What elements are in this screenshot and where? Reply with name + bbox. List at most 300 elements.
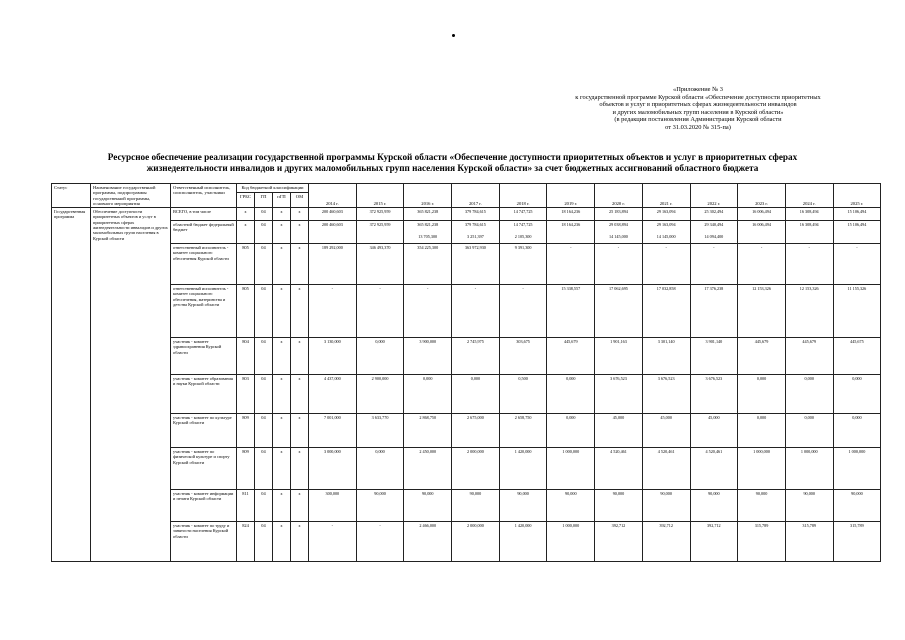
amount-cell	[833, 522, 881, 562]
amount-cell	[833, 208, 881, 221]
amount-value: 0,000	[470, 376, 481, 382]
amount-value: 2 900,000	[371, 376, 389, 382]
amount-cell	[452, 448, 500, 490]
header-om: ОМ	[291, 193, 309, 208]
program-name-cell: Обеспечение доступности приоритетных объектов и услуг в приоритетных сферах жизнедеятельности инвалидов и других маломобильных групп населения в Курской области	[91, 208, 171, 562]
amount-cell	[309, 490, 357, 522]
executor-cell: областной бюджет федеральный бюджет	[171, 221, 237, 244]
amount-cell	[547, 522, 595, 562]
amount-cell	[547, 221, 595, 244]
code-pgp-cell: х	[273, 338, 291, 375]
amount-cell	[452, 338, 500, 375]
amount-cell	[785, 448, 833, 490]
appendix-line: от 31.03.2020 № 315-па)	[665, 123, 731, 131]
amount-cell	[404, 522, 452, 562]
code-grbs-cell: х	[237, 221, 255, 244]
amount-cell	[690, 522, 738, 562]
amount-value: 0,000	[375, 339, 385, 345]
code-om-cell: х	[291, 208, 309, 221]
amount-cell	[595, 490, 643, 522]
amount-cell	[595, 414, 643, 448]
amount-value: 16 006,494	[752, 209, 771, 215]
amount-cell	[547, 338, 595, 375]
federal-amount-value: 14 145,000	[609, 234, 628, 240]
amount-cell	[785, 221, 833, 244]
header-grbs: ГРБС	[237, 193, 255, 208]
amount-cell	[547, 208, 595, 221]
table-row	[52, 338, 881, 375]
amount-value: 12 153,326	[752, 286, 771, 292]
amount-cell	[499, 208, 547, 221]
amount-value: -	[331, 286, 334, 292]
amount-cell	[404, 221, 452, 244]
amount-value: 200 460,603	[321, 209, 343, 215]
amount-value: 25 183,894	[609, 209, 628, 215]
amount-value: 18 164,236	[561, 209, 581, 215]
amount-cell	[642, 285, 690, 338]
amount-cell	[404, 285, 452, 338]
amount-cell	[499, 338, 547, 375]
amount-cell	[595, 221, 643, 244]
table-row	[52, 414, 881, 448]
header-year: 2024 г.	[785, 184, 833, 208]
amount-cell	[738, 338, 786, 375]
amount-cell	[785, 338, 833, 375]
amount-cell	[738, 490, 786, 522]
code-gp-cell: 04	[255, 414, 273, 448]
amount-cell	[452, 244, 500, 285]
amount-cell	[738, 448, 786, 490]
amount-cell	[642, 375, 690, 414]
amount-value: 303,675	[516, 339, 530, 345]
amount-value: 14 747,725	[513, 222, 533, 228]
amount-value: 4 520,461	[657, 449, 675, 455]
amount-value: 3 901,140	[705, 339, 723, 345]
amount-value: 29 163,094	[656, 209, 676, 215]
amount-cell	[738, 244, 786, 285]
title-line-1: Ресурсное обеспечение реализации государственной программы Курской области «Обеспечение доступности приоритетных объектов и услуг в приоритетных сферах	[107, 152, 798, 162]
amount-cell	[785, 208, 833, 221]
federal-amount-value: 3 251,397	[467, 234, 484, 240]
amount-cell	[595, 244, 643, 285]
amount-cell	[690, 375, 738, 414]
amount-value: 1 000,000	[848, 449, 866, 455]
appendix-note	[533, 86, 863, 132]
amount-cell	[690, 244, 738, 285]
amount-value: 2 000,000	[467, 523, 484, 529]
amount-cell	[690, 338, 738, 375]
executor-cell: участник - комитет по труду и занятости населения Курской области	[171, 522, 237, 562]
amount-value: 445,679	[802, 339, 817, 345]
amount-cell	[690, 208, 738, 221]
amount-cell	[404, 490, 452, 522]
resource-table	[51, 183, 881, 562]
amount-value: 1 000,000	[562, 523, 580, 529]
status-cell: Государственная программа	[52, 208, 91, 562]
table-header	[52, 184, 881, 208]
amount-value: -	[856, 245, 858, 251]
amount-cell	[499, 375, 547, 414]
code-pgp-cell: х	[273, 221, 291, 244]
amount-value: 0,000	[852, 415, 862, 421]
code-om-cell: х	[291, 338, 309, 375]
header-status: Статус	[52, 184, 91, 208]
code-gp-cell: 04	[255, 448, 273, 490]
amount-value: 16 308,494	[799, 222, 819, 228]
appendix-line: и других маломобильных групп населения в Курской области»	[612, 108, 784, 116]
amount-cell	[356, 285, 404, 338]
amount-cell	[499, 448, 547, 490]
code-pgp-cell: х	[273, 285, 291, 338]
amount-value: 29 038,894	[609, 222, 628, 228]
amount-cell	[499, 490, 547, 522]
amount-cell	[452, 414, 500, 448]
executor-cell: участник - комитет по культуре Курской области	[171, 414, 237, 448]
amount-cell	[499, 285, 547, 338]
amount-value: -	[808, 245, 810, 251]
code-grbs-cell: 809	[237, 414, 255, 448]
amount-value: 90,000	[612, 491, 625, 497]
amount-value: 0,500	[518, 376, 528, 382]
code-grbs-cell: 811	[237, 490, 255, 522]
amount-value: -	[474, 286, 477, 292]
table-row	[52, 522, 881, 562]
amount-value: 3 676,523	[610, 376, 627, 382]
amount-value: 45,000	[612, 415, 625, 421]
header-year: 2016 г.	[404, 184, 452, 208]
amount-value: 90,000	[421, 491, 434, 497]
amount-value: 18 164,236	[561, 222, 581, 228]
amount-value: 0,000	[423, 376, 433, 382]
amount-cell	[833, 414, 881, 448]
scan-speck	[452, 34, 455, 37]
amount-value: 0,000	[804, 415, 814, 421]
amount-value: 3 130,000	[323, 339, 341, 345]
document-title	[70, 152, 835, 174]
header-year: 2025 г.	[833, 184, 881, 208]
federal-amount-value: 14 094,400	[704, 234, 724, 240]
amount-cell	[785, 490, 833, 522]
amount-cell	[309, 244, 357, 285]
amount-cell	[690, 285, 738, 338]
amount-cell	[404, 375, 452, 414]
amount-cell	[785, 244, 833, 285]
amount-cell	[595, 448, 643, 490]
amount-value: 90,000	[803, 491, 815, 497]
amount-value: 2 000,000	[467, 449, 484, 455]
code-om-cell: х	[291, 285, 309, 338]
amount-value: 1 000,000	[800, 449, 818, 455]
amount-value: 11 155,326	[847, 286, 867, 292]
amount-cell	[499, 522, 547, 562]
amount-cell	[738, 208, 786, 221]
table-body	[52, 208, 881, 562]
amount-value: 1 420,000	[514, 449, 532, 455]
code-grbs-cell: 805	[237, 285, 255, 338]
table-row	[52, 285, 881, 338]
amount-value: 15 338,557	[561, 286, 581, 292]
header-year: 2018 г.	[499, 184, 547, 208]
amount-value: 15 106,494	[847, 222, 867, 228]
table-row	[52, 244, 881, 285]
amount-cell	[356, 208, 404, 221]
code-grbs-cell: 803	[237, 375, 255, 414]
amount-value: 0,000	[852, 376, 862, 382]
amount-value: 45,000	[660, 415, 672, 421]
amount-value: 90,000	[755, 491, 768, 497]
amount-value: 14 747,725	[513, 209, 533, 215]
amount-value: 200 460,603	[321, 222, 343, 228]
header-year: 2022 г.	[690, 184, 738, 208]
amount-cell	[738, 414, 786, 448]
amount-value: 90,000	[851, 491, 863, 497]
code-om-cell: х	[291, 490, 309, 522]
amount-value: 2 658,750	[514, 415, 532, 421]
amount-cell	[499, 244, 547, 285]
amount-cell	[452, 285, 500, 338]
amount-value: 300,000	[325, 491, 340, 497]
header-kod-group: Код бюджетной классификации	[237, 184, 309, 193]
code-pgp-cell: х	[273, 414, 291, 448]
amount-cell	[595, 338, 643, 375]
appendix-line: «Приложение № 3	[673, 86, 723, 93]
amount-cell	[309, 285, 357, 338]
table-row	[52, 208, 881, 221]
code-om-cell: х	[291, 221, 309, 244]
code-gp-cell: 04	[255, 221, 273, 244]
code-om-cell: х	[291, 522, 309, 562]
amount-value: 1 000,000	[753, 449, 770, 455]
amount-value: 9 391,300	[514, 245, 532, 251]
table-row	[52, 221, 881, 244]
amount-value: 2 675,000	[467, 415, 484, 421]
amount-value: 90,000	[469, 491, 482, 497]
amount-value: 392,712	[707, 523, 721, 529]
amount-value: 90,000	[517, 491, 529, 497]
amount-cell	[833, 221, 881, 244]
amount-value: 90,000	[565, 491, 577, 497]
amount-cell	[547, 448, 595, 490]
amount-value: 17 032,858	[656, 286, 676, 292]
amount-cell	[547, 490, 595, 522]
amount-value: 189 292,000	[321, 245, 343, 251]
header-year: 2021 г.	[642, 184, 690, 208]
code-om-cell: х	[291, 448, 309, 490]
amount-value: 90,000	[374, 491, 386, 497]
amount-cell	[356, 414, 404, 448]
header-year: 2023 г.	[738, 184, 786, 208]
amount-value: 3 000,000	[323, 449, 341, 455]
code-gp-cell: 04	[255, 338, 273, 375]
amount-value: 3 900,000	[419, 339, 437, 345]
table-row	[52, 448, 881, 490]
amount-cell	[690, 221, 738, 244]
amount-value: 45,000	[708, 415, 720, 421]
amount-cell	[690, 414, 738, 448]
amount-cell	[356, 375, 404, 414]
amount-cell	[499, 221, 547, 244]
amount-cell	[738, 285, 786, 338]
amount-cell	[738, 375, 786, 414]
amount-value: 1 420,000	[514, 523, 532, 529]
header-year: 2020 г.	[595, 184, 643, 208]
code-pgp-cell: х	[273, 490, 291, 522]
amount-value: 379 784,615	[464, 222, 486, 228]
amount-value: 0,000	[566, 376, 576, 382]
code-om-cell: х	[291, 375, 309, 414]
code-gp-cell: 04	[255, 490, 273, 522]
amount-value: 4 520,461	[610, 449, 627, 455]
amount-cell	[690, 448, 738, 490]
amount-value: 315,789	[850, 523, 864, 529]
amount-cell	[356, 448, 404, 490]
amount-value: 392,712	[659, 523, 673, 529]
executor-cell: ВСЕГО, в том числе	[171, 208, 237, 221]
amount-cell	[738, 522, 786, 562]
amount-cell	[547, 285, 595, 338]
amount-cell	[356, 221, 404, 244]
amount-value: 29 163,094	[656, 222, 676, 228]
amount-value: -	[379, 286, 381, 292]
code-grbs-cell: 804	[237, 338, 255, 375]
amount-cell	[356, 522, 404, 562]
executor-cell: участник - комитет здравоохранения Курской области	[171, 338, 237, 375]
amount-cell	[690, 490, 738, 522]
amount-value: 90,000	[660, 491, 672, 497]
amount-value: -	[665, 245, 667, 251]
appendix-line: (в редакции постановления Администрации Курской области	[614, 116, 782, 124]
code-gp-cell: 04	[255, 208, 273, 221]
amount-value: 17 376,238	[704, 286, 724, 292]
amount-value: 17 062,695	[609, 286, 628, 292]
amount-value: 445,675	[850, 339, 864, 345]
amount-cell	[785, 522, 833, 562]
header-executor: Ответственный исполнитель, соисполнитель, участники	[171, 184, 237, 208]
executor-cell: участник - комитет по физической культуре и спорту Курской области	[171, 448, 237, 490]
amount-cell	[642, 221, 690, 244]
amount-value: 16 006,494	[752, 222, 771, 228]
amount-cell	[833, 285, 881, 338]
amount-value: 0,000	[375, 449, 385, 455]
amount-value: 2 868,750	[419, 415, 437, 421]
amount-cell	[642, 522, 690, 562]
amount-cell	[547, 244, 595, 285]
amount-value: 0,000	[756, 376, 767, 382]
appendix-line: объектов и услуг в приоритетных сферах жизнедеятельности инвалидов	[599, 101, 797, 109]
header-name: Наименование государственной программы, подпрограммы государственной программы, основного мероприятия	[91, 184, 171, 208]
amount-cell	[309, 221, 357, 244]
code-gp-cell: 04	[255, 285, 273, 338]
amount-value: 365 821,238	[417, 209, 439, 215]
amount-cell	[833, 375, 881, 414]
amount-value: 15 106,494	[847, 209, 867, 215]
amount-value: 2 450,000	[419, 449, 437, 455]
amount-value: 315,789	[802, 523, 817, 529]
code-grbs-cell: 824	[237, 522, 255, 562]
header-pgp: пГП	[273, 193, 291, 208]
amount-cell	[642, 448, 690, 490]
executor-cell: ответственный исполнитель - комитет социального обеспечения Курской области	[171, 244, 237, 285]
amount-cell	[785, 375, 833, 414]
amount-value: 372 925,959	[369, 209, 391, 215]
amount-value: 365 821,238	[417, 222, 439, 228]
amount-value: -	[617, 245, 620, 251]
amount-value: 0,000	[566, 415, 576, 421]
amount-value: 16 308,494	[799, 209, 819, 215]
code-grbs-cell: 809	[237, 448, 255, 490]
amount-cell	[547, 375, 595, 414]
amount-cell	[833, 490, 881, 522]
amount-value: -	[570, 245, 572, 251]
amount-cell	[785, 414, 833, 448]
amount-cell	[595, 522, 643, 562]
amount-value: 3 301,140	[657, 339, 675, 345]
code-pgp-cell: х	[273, 375, 291, 414]
amount-cell	[309, 522, 357, 562]
amount-cell	[309, 414, 357, 448]
amount-cell	[404, 208, 452, 221]
amount-cell	[499, 414, 547, 448]
amount-value: 379 784,615	[464, 209, 486, 215]
amount-cell	[547, 414, 595, 448]
amount-value: 3 633,770	[371, 415, 389, 421]
amount-cell	[309, 448, 357, 490]
amount-cell	[309, 338, 357, 375]
amount-cell	[642, 414, 690, 448]
amount-value: 1 000,000	[562, 449, 580, 455]
amount-value: -	[331, 523, 334, 529]
amount-value: 25 302,494	[704, 209, 724, 215]
amount-value: 90,000	[708, 491, 720, 497]
amount-value: 354 225,300	[417, 245, 439, 251]
header-year: 2017 г.	[452, 184, 500, 208]
amount-cell	[356, 338, 404, 375]
amount-value: 1 901,163	[610, 339, 627, 345]
amount-cell	[595, 375, 643, 414]
amount-cell	[642, 208, 690, 221]
code-om-cell: х	[291, 244, 309, 285]
amount-value: 3 676,523	[657, 376, 675, 382]
amount-cell	[309, 208, 357, 221]
federal-amount-value: 13 705,300	[418, 234, 438, 240]
amount-value: 29 340,494	[704, 222, 724, 228]
code-grbs-cell: х	[237, 208, 255, 221]
amount-cell	[642, 490, 690, 522]
code-gp-cell: 04	[255, 244, 273, 285]
amount-value: 7 001,000	[323, 415, 341, 421]
amount-value: 4 437,000	[323, 376, 341, 382]
amount-cell	[356, 244, 404, 285]
header-year: 2014 г.	[309, 184, 357, 208]
amount-value: -	[760, 245, 763, 251]
amount-value: 2 745,975	[467, 339, 484, 345]
amount-cell	[833, 338, 881, 375]
amount-value: -	[379, 523, 381, 529]
header-gp: ГП	[255, 193, 273, 208]
executor-cell: участник - комитет образования и науки Курской области	[171, 375, 237, 414]
code-om-cell: х	[291, 414, 309, 448]
amount-value: 315,789	[754, 523, 769, 529]
executor-cell: ответственный исполнитель - комитет социального обеспечения, материнства и детства Курской области	[171, 285, 237, 338]
amount-value: 0,000	[756, 415, 767, 421]
amount-value: 445,679	[754, 339, 769, 345]
amount-cell	[404, 338, 452, 375]
code-gp-cell: 04	[255, 522, 273, 562]
table-row	[52, 490, 881, 522]
amount-cell	[452, 490, 500, 522]
amount-cell	[785, 285, 833, 338]
amount-cell	[595, 208, 643, 221]
